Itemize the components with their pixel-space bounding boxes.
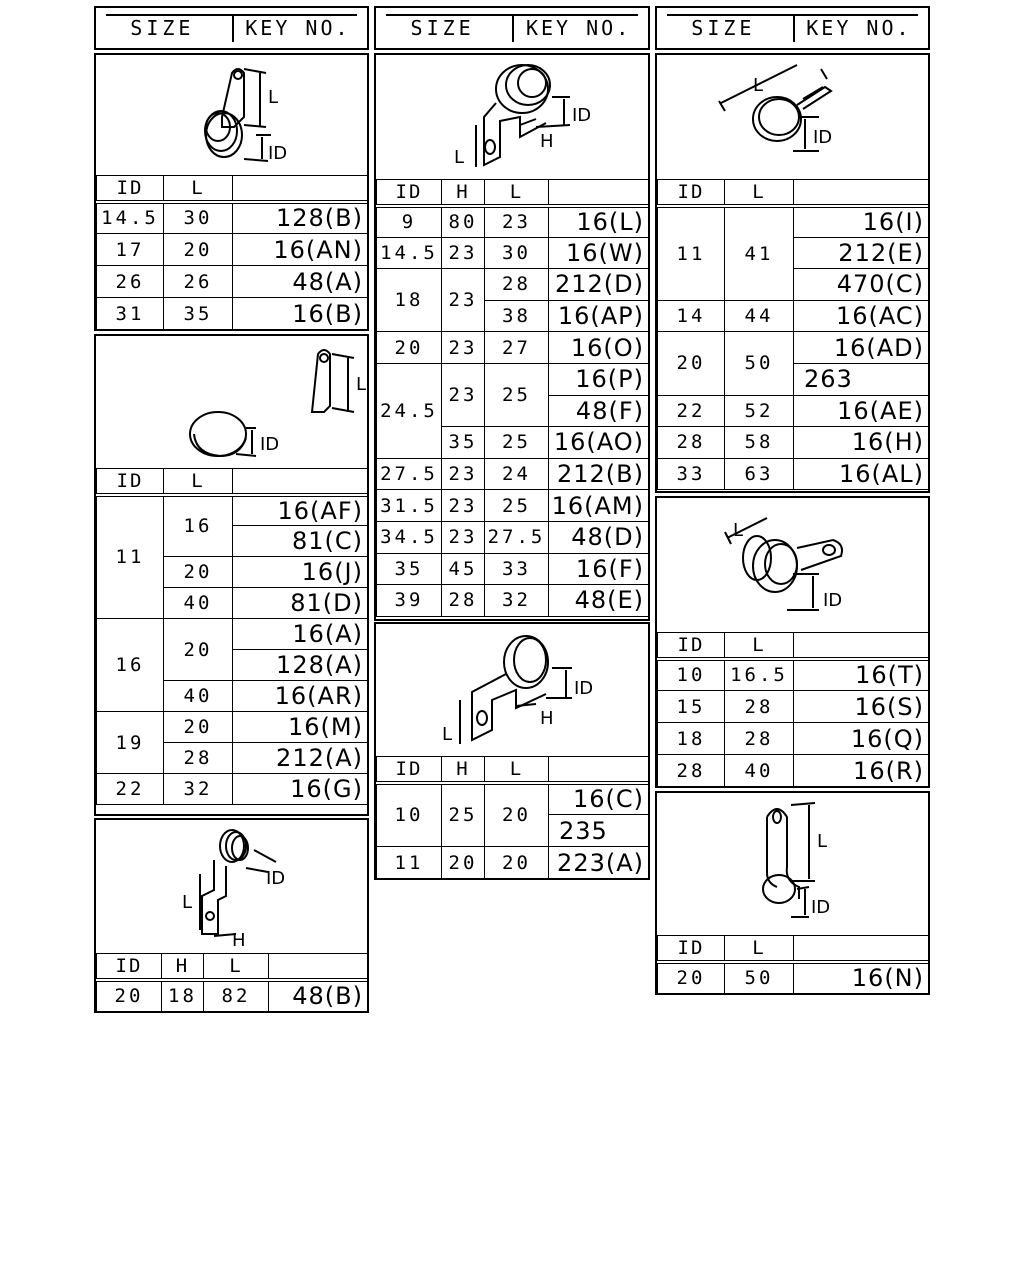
header-row [658, 180, 929, 206]
table-row [658, 962, 929, 994]
header-col-2 [374, 6, 650, 50]
col-key [233, 176, 368, 202]
cell-l: 40 [164, 588, 233, 619]
cell-key: 48(F) [549, 395, 649, 427]
table-row [377, 363, 649, 395]
cell-id: 14.5 [377, 237, 442, 269]
l-label: L [753, 75, 764, 96]
table-row [97, 234, 368, 266]
cell-h: 20 [442, 847, 485, 879]
id-label: ID [574, 678, 594, 699]
cell-l: 25 [485, 427, 549, 459]
col-id: ID [377, 757, 442, 783]
clamp-table-8 [657, 935, 929, 994]
cell-h: 23 [442, 269, 485, 332]
clamp-diagram-3 [96, 820, 367, 952]
cell-key: 212(B) [549, 458, 649, 490]
l-label: L [733, 520, 744, 541]
table-row [377, 585, 649, 617]
clamp-section-1 [94, 53, 369, 331]
table-row [377, 521, 649, 553]
col-l: L [485, 180, 549, 206]
cell-key: 212(E) [794, 237, 929, 269]
table-row [658, 395, 929, 427]
cell-h: 80 [442, 206, 485, 238]
table-row [97, 202, 368, 234]
key-no-heading: KEY NO. [245, 16, 351, 40]
key-no-heading: KEY NO. [806, 16, 912, 40]
cell-l: 25 [485, 363, 549, 426]
table-row [97, 774, 368, 805]
cell-l: 23 [485, 206, 549, 238]
cell-key: 48(D) [549, 521, 649, 553]
cell-l: 32 [164, 774, 233, 805]
cell-key: 48(E) [549, 585, 649, 617]
clamp-section-6 [655, 53, 930, 493]
cell-id: 33 [658, 458, 725, 490]
cell-h: 18 [162, 980, 204, 1012]
table-row [377, 490, 649, 522]
cell-key: 212(A) [233, 743, 368, 774]
cell-h: 25 [442, 783, 485, 847]
cell-key: 16(AM) [549, 490, 649, 522]
header-row [97, 176, 368, 202]
cell-id: 22 [97, 774, 164, 805]
col-l: L [485, 757, 549, 783]
col-key [549, 757, 649, 783]
cell-h: 23 [442, 363, 485, 426]
col-l: L [725, 633, 794, 659]
cell-id: 39 [377, 585, 442, 617]
cell-key: 16(R) [794, 755, 929, 787]
clamp-section-2 [94, 334, 369, 816]
cell-key: 16(G) [233, 774, 368, 805]
cell-id: 18 [377, 269, 442, 332]
col-l: L [725, 936, 794, 962]
table-row [658, 300, 929, 332]
col-key [233, 469, 368, 495]
table-row [97, 298, 368, 330]
cell-key: 16(T) [794, 659, 929, 691]
cell-l: 20 [164, 619, 233, 681]
table-row [658, 458, 929, 490]
cell-key: 235 [549, 815, 649, 847]
header-row [658, 936, 929, 962]
clamp-table-5 [376, 756, 649, 879]
header-col-3 [655, 6, 930, 50]
clamp-section-8 [655, 791, 930, 995]
clamp-diagram-8 [657, 793, 928, 935]
cell-id: 10 [377, 783, 442, 847]
cell-id: 16 [97, 619, 164, 712]
cell-h: 23 [442, 332, 485, 364]
cell-l: 20 [164, 557, 233, 588]
cell-id: 18 [658, 723, 725, 755]
id-label: ID [823, 590, 843, 611]
cell-key: 48(B) [269, 980, 368, 1012]
clamp-section-5 [374, 622, 650, 880]
cell-id: 31.5 [377, 490, 442, 522]
cell-l: 28 [164, 743, 233, 774]
cell-id: 26 [97, 266, 164, 298]
cell-h: 23 [442, 458, 485, 490]
size-heading: SIZE [691, 16, 756, 40]
table-row [377, 237, 649, 269]
cell-l: 20 [485, 783, 549, 847]
cell-key: 48(A) [233, 266, 368, 298]
cell-key: 16(M) [233, 712, 368, 743]
cell-id: 20 [658, 962, 725, 994]
cell-key: 16(L) [549, 206, 649, 238]
cell-key: 16(S) [794, 691, 929, 723]
cell-key: 16(C) [549, 783, 649, 815]
table-row [97, 495, 368, 526]
table-row [658, 691, 929, 723]
id-label: ID [811, 897, 831, 918]
table-row [97, 712, 368, 743]
cell-id: 22 [658, 395, 725, 427]
cell-key: 16(AR) [233, 681, 368, 712]
cell-l: 63 [725, 458, 794, 490]
clamp-diagram-4 [376, 55, 648, 179]
cell-id: 15 [658, 691, 725, 723]
table-row [97, 980, 368, 1012]
cell-l: 30 [485, 237, 549, 269]
cell-id: 14 [658, 300, 725, 332]
cell-h: 23 [442, 237, 485, 269]
cell-key: 16(AL) [794, 458, 929, 490]
cell-l: 40 [164, 681, 233, 712]
header-divider [793, 14, 795, 42]
col-id: ID [658, 633, 725, 659]
cell-l: 35 [164, 298, 233, 330]
cell-id: 24.5 [377, 363, 442, 458]
cell-id: 28 [658, 427, 725, 459]
cell-key: 16(O) [549, 332, 649, 364]
cell-key: 16(I) [794, 206, 929, 238]
cell-key: 16(A) [233, 619, 368, 650]
cell-key: 16(AP) [549, 300, 649, 332]
table-row [377, 332, 649, 364]
l-label: L [817, 831, 828, 852]
col-key [269, 954, 368, 980]
table-row [377, 783, 649, 815]
cell-key: 263 [794, 363, 929, 395]
cell-id: 31 [97, 298, 164, 330]
cell-l: 50 [725, 962, 794, 994]
cell-id: 28 [658, 755, 725, 787]
clamp-diagram-5 [376, 624, 648, 756]
col-l: L [164, 469, 233, 495]
clamp-table-7 [657, 632, 929, 787]
cell-l: 20 [164, 712, 233, 743]
cell-id: 27.5 [377, 458, 442, 490]
col-l: L [164, 176, 233, 202]
table-row [658, 332, 929, 364]
table-row [377, 206, 649, 238]
clamp-table-2 [96, 468, 368, 805]
clamp-table-6 [657, 179, 929, 490]
cell-id: 20 [97, 980, 162, 1012]
cell-key: 16(Q) [794, 723, 929, 755]
cell-l: 16.5 [725, 659, 794, 691]
clamp-table-4 [376, 179, 649, 617]
cell-h: 45 [442, 553, 485, 585]
cell-id: 17 [97, 234, 164, 266]
cell-key: 16(AF) [233, 495, 368, 526]
id-label: ID [268, 143, 288, 164]
cell-l: 27 [485, 332, 549, 364]
col-key [794, 936, 929, 962]
col-id: ID [97, 954, 162, 980]
cell-h: 23 [442, 490, 485, 522]
cell-key: 16(AD) [794, 332, 929, 364]
clamp-table-3 [96, 953, 368, 1012]
h-label: H [540, 131, 554, 152]
col-h: H [162, 954, 204, 980]
header-divider [232, 14, 234, 42]
table-row [377, 847, 649, 879]
col-l: L [204, 954, 269, 980]
header-row [658, 633, 929, 659]
col-key [794, 180, 929, 206]
id-label: ID [572, 105, 592, 126]
cell-l: 52 [725, 395, 794, 427]
cell-id: 20 [377, 332, 442, 364]
clamp-diagram-1 [96, 55, 367, 175]
cell-key: 81(D) [233, 588, 368, 619]
header-row [377, 180, 649, 206]
cell-l: 50 [725, 332, 794, 395]
cell-l: 32 [485, 585, 549, 617]
l-label: L [182, 892, 193, 913]
cell-l: 27.5 [485, 521, 549, 553]
table-row [97, 266, 368, 298]
cell-key: 212(D) [549, 269, 649, 301]
key-no-heading: KEY NO. [525, 16, 632, 40]
clamp-diagram-2 [96, 336, 367, 466]
cell-id: 11 [377, 847, 442, 879]
table-row [658, 206, 929, 238]
cell-l: 28 [485, 269, 549, 301]
cell-key: 128(B) [233, 202, 368, 234]
cell-l: 20 [485, 847, 549, 879]
size-heading: SIZE [410, 16, 475, 40]
h-label: H [540, 708, 554, 729]
col-h: H [442, 757, 485, 783]
col-l: L [725, 180, 794, 206]
cell-h: 35 [442, 427, 485, 459]
col-id: ID [658, 180, 725, 206]
table-row [377, 458, 649, 490]
cell-key: 16(F) [549, 553, 649, 585]
cell-id: 35 [377, 553, 442, 585]
cell-l: 24 [485, 458, 549, 490]
cell-key: 16(AC) [794, 300, 929, 332]
cell-key: 470(C) [794, 269, 929, 301]
cell-l: 16 [164, 495, 233, 557]
cell-l: 30 [164, 202, 233, 234]
cell-id: 10 [658, 659, 725, 691]
cell-id: 11 [97, 495, 164, 619]
cell-key: 16(B) [233, 298, 368, 330]
table-row [658, 427, 929, 459]
cell-l: 58 [725, 427, 794, 459]
cell-key: 16(J) [233, 557, 368, 588]
cell-l: 38 [485, 300, 549, 332]
table-row [377, 553, 649, 585]
table-row [658, 755, 929, 787]
cell-l: 40 [725, 755, 794, 787]
l-label: L [442, 724, 453, 745]
cell-id: 11 [658, 206, 725, 301]
id-label: ID [260, 434, 280, 455]
cell-l: 28 [725, 691, 794, 723]
cell-key: 16(AO) [549, 427, 649, 459]
cell-key: 16(N) [794, 962, 929, 994]
id-label: ID [266, 868, 286, 889]
cell-l: 41 [725, 206, 794, 301]
cell-id: 34.5 [377, 521, 442, 553]
header-row [97, 954, 368, 980]
id-label: ID [813, 127, 833, 148]
cell-l: 20 [164, 234, 233, 266]
col-id: ID [97, 469, 164, 495]
cell-id: 14.5 [97, 202, 164, 234]
clamp-diagram-7 [657, 498, 928, 634]
l-label: L [356, 374, 367, 395]
cell-l: 33 [485, 553, 549, 585]
clamp-table-1 [96, 175, 368, 330]
cell-key: 16(P) [549, 363, 649, 395]
header-row [377, 757, 649, 783]
cell-key: 16(AN) [233, 234, 368, 266]
cell-l: 82 [204, 980, 269, 1012]
cell-id: 9 [377, 206, 442, 238]
clamp-diagram-6 [657, 55, 928, 181]
table-row [658, 723, 929, 755]
cell-key: 16(W) [549, 237, 649, 269]
col-id: ID [377, 180, 442, 206]
table-row [658, 659, 929, 691]
col-key [794, 633, 929, 659]
col-key [549, 180, 649, 206]
cell-key: 223(A) [549, 847, 649, 879]
cell-key: 128(A) [233, 650, 368, 681]
clamp-section-7 [655, 496, 930, 788]
cell-l: 25 [485, 490, 549, 522]
col-h: H [442, 180, 485, 206]
table-row [97, 619, 368, 650]
cell-key: 81(C) [233, 526, 368, 557]
clamp-section-4 [374, 53, 650, 621]
cell-h: 23 [442, 521, 485, 553]
header-col-1 [94, 6, 369, 50]
table-row [377, 269, 649, 301]
cell-l: 44 [725, 300, 794, 332]
header-row [97, 469, 368, 495]
h-label: H [232, 930, 246, 951]
clamp-section-3 [94, 818, 369, 1013]
cell-l: 26 [164, 266, 233, 298]
size-heading: SIZE [130, 16, 195, 40]
header-divider [512, 14, 514, 42]
cell-key: 16(AE) [794, 395, 929, 427]
cell-l: 28 [725, 723, 794, 755]
cell-id: 19 [97, 712, 164, 774]
cell-key: 16(H) [794, 427, 929, 459]
l-label: L [268, 87, 279, 108]
col-id: ID [658, 936, 725, 962]
cell-id: 20 [658, 332, 725, 395]
l-label: L [454, 147, 465, 168]
cell-h: 28 [442, 585, 485, 617]
col-id: ID [97, 176, 164, 202]
